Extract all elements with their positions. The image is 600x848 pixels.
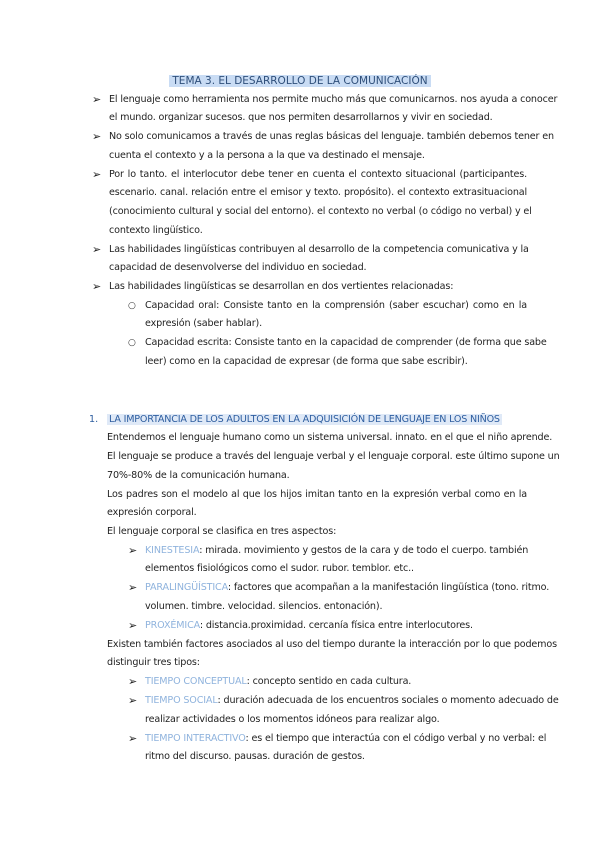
section-1-paragraph-3-line-2: expresión corporal. xyxy=(107,507,197,518)
bullet-arrow-icon: ➢ xyxy=(128,675,138,688)
section-1-heading: LA IMPORTANCIA DE LOS ADULTOS EN LA ADQUISICIÓN DE LENGUAJE EN LOS NIÑOS xyxy=(109,414,500,425)
aspect-paralinguistica-line-1: PARALINGÜÍSTICA: factores que acompañan a la manifestación lingüística (tono. ritmo. xyxy=(145,582,550,593)
term-paralinguistica: PARALINGÜÍSTICA xyxy=(145,582,228,593)
aspect-proxemica-line-1: PROXÉMICA: distancia.proximidad. cercanía física entre interlocutores. xyxy=(145,620,473,631)
bullet-arrow-icon: ➢ xyxy=(92,168,102,181)
intro-bullet-3-line-1: Por lo tanto. el interlocutor debe tener en cuenta el contexto situacional (participantes. xyxy=(109,169,527,180)
bullet-arrow-icon: ➢ xyxy=(128,694,138,707)
sub-bullet-escrita-line-1: Capacidad escrita: Consiste tanto en la capacidad de comprender (de forma que sabe xyxy=(145,337,547,348)
section-1-paragraph-4: El lenguaje corporal se clasifica en tres aspectos: xyxy=(107,526,337,537)
bullet-arrow-icon: ➢ xyxy=(128,619,138,632)
time-interactivo-line-1: TIEMPO INTERACTIVO: es el tiempo que interactúa con el código verbal y no verbal: el xyxy=(145,733,547,744)
aspect-kinestesia-line-1: KINESTESIA: mirada. movimiento y gestos de la cara y de todo el cuerpo. también xyxy=(145,545,529,556)
intro-bullet-3-line-2: escenario. canal. relación entre el emisor y texto. propósito). el contexto extrasituacional xyxy=(109,187,527,198)
bullet-arrow-icon: ➢ xyxy=(128,581,138,594)
section-1-paragraph-2-line-2: 70%-80% de la comunicación humana. xyxy=(107,470,290,481)
section-1-paragraph-5-line-2: distinguir tres tipos: xyxy=(107,657,200,668)
term-kinestesia: KINESTESIA xyxy=(145,545,200,556)
intro-bullet-1-line-1: El lenguaje como herramienta nos permite mucho más que comunicarnos. nos ayuda a conocer xyxy=(109,94,558,105)
term-proxemica: PROXÉMICA xyxy=(145,620,200,631)
aspect-paralinguistica-line-2: volumen. timbre. velocidad. silencios. entonación). xyxy=(145,601,383,612)
sub-bullet-oral-line-1: Capacidad oral: Consiste tanto en la comprensión (saber escuchar) como en la xyxy=(145,300,527,311)
time-conceptual-line-1: TIEMPO CONCEPTUAL: concepto sentido en cada cultura. xyxy=(145,676,412,687)
intro-bullet-5-line-1: Las habilidades lingüísticas se desarrollan en dos vertientes relacionadas: xyxy=(109,281,454,292)
intro-bullet-2-line-2: cuenta el contexto y a la persona a la que va destinado el mensaje. xyxy=(109,150,425,161)
bullet-arrow-icon: ➢ xyxy=(92,280,102,293)
sub-bullet-oral-line-2: expresión (saber hablar). xyxy=(145,318,262,329)
bullet-arrow-icon: ➢ xyxy=(128,544,138,557)
term-tiempo-interactivo: TIEMPO INTERACTIVO xyxy=(145,733,246,744)
sub-bullet-escrita-line-2: leer) como en la capacidad de expresar (de forma que sabe escribir). xyxy=(145,356,468,367)
time-social-line-2: realizar actividades o los momentos idóneos para realizar algo. xyxy=(145,714,440,725)
intro-bullet-2-line-1: No solo comunicamos a través de unas reglas básicas del lenguaje. también debemos tener en xyxy=(109,131,554,142)
aspect-kinestesia-line-2: elementos fisiológicos como el sudor. rubor. temblor. etc.. xyxy=(145,563,414,574)
bullet-arrow-icon: ➢ xyxy=(92,93,102,106)
intro-bullet-1-line-2: el mundo. organizar sucesos. que nos permiten desarrollarnos y vivir en sociedad. xyxy=(109,112,493,123)
section-1-paragraph-2-line-1: El lenguaje se produce a través del lenguaje verbal y el lenguaje corporal. este último supone un xyxy=(107,451,560,462)
term-tiempo-social: TIEMPO SOCIAL xyxy=(145,695,218,706)
time-interactivo-line-2: ritmo del discurso. pausas. duración de gestos. xyxy=(145,751,365,762)
bullet-arrow-icon: ➢ xyxy=(92,243,102,256)
intro-bullet-3-line-3: (conocimiento cultural y social del entorno). el contexto no verbal (o código no verbal) y el xyxy=(109,206,532,217)
bullet-arrow-icon: ➢ xyxy=(128,732,138,745)
section-1-paragraph-1: Entendemos el lenguaje humano como un sistema universal. innato. en el que el niño aprende. xyxy=(107,432,553,443)
term-tiempo-conceptual: TIEMPO CONCEPTUAL xyxy=(145,676,247,687)
intro-bullet-4-line-2: capacidad de desenvolverse del individuo en sociedad. xyxy=(109,262,367,273)
intro-bullet-3-line-4: contexto lingüístico. xyxy=(109,225,203,236)
section-1-paragraph-3-line-1: Los padres son el modelo al que los hijos imitan tanto en la expresión verbal como en la xyxy=(107,489,527,500)
bullet-arrow-icon: ➢ xyxy=(92,130,102,143)
page-title: TEMA 3. EL DESARROLLO DE LA COMUNICACIÓN xyxy=(0,73,600,89)
time-social-line-1: TIEMPO SOCIAL: duración adecuada de los encuentros sociales o momento adecuado de xyxy=(145,695,559,706)
section-1-number: 1. xyxy=(89,414,99,425)
bullet-circle-icon: ○ xyxy=(128,338,136,348)
intro-bullet-4-line-1: Las habilidades lingüísticas contribuyen al desarrollo de la competencia comunicativa y la xyxy=(109,244,529,255)
bullet-circle-icon: ○ xyxy=(128,301,136,311)
section-1-paragraph-5-line-1: Existen también factores asociados al uso del tiempo durante la interacción por lo que podemos xyxy=(107,639,557,650)
